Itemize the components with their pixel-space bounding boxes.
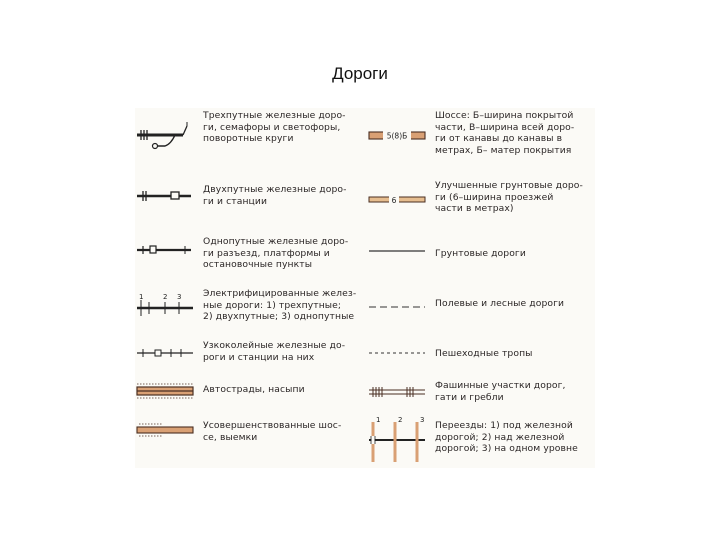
legend-text-field-forest-road: Полевые и лесные дороги [435,298,565,309]
page-title: Дороги [332,64,388,83]
legend-text-improved-highway: Усовершенствованные шос- се, выемки [203,420,342,443]
highway-symbol [367,126,427,144]
legend-text-triple-track: Трехпутные железные доро- ги, семафоры и светофоры, поворотные круги [203,110,346,144]
legend-text-narrow-gauge: Узкоколейные железные до- роги и станции на них [203,340,346,363]
footpath-symbol [367,348,427,358]
legend-text-fascine-road: Фашинные участки дорог, гати и гребли [435,380,566,403]
electrified-mark-1: 1 [139,293,144,301]
electrified-mark-3: 3 [177,293,182,301]
electrified-mark-2: 2 [163,293,168,301]
crossing-mark-1: 1 [376,416,381,424]
dirt-road-symbol [367,246,427,256]
legend-text-crossings: Переезды: 1) под железной дорогой; 2) над железной дорогой; 3) на одном уровне [435,420,578,454]
motorway-symbol [135,382,195,400]
legend-text-footpath: Пешеходные тропы [435,348,533,359]
fascine-road-symbol [367,384,427,400]
crossing-mark-3: 3 [420,416,425,424]
crossings-symbol [367,416,427,464]
legend-table [135,108,595,468]
narrow-gauge-railway-symbol [135,346,195,360]
legend-text-improved-dirt-road: Улучшенные грунтовые доро- ги (6–ширина проезжей части в метрах) [435,180,583,214]
legend-text-highway: Шоссе: Б–ширина покрытой части, В–ширина всей доро- ги от канавы до канавы в метрах, Б– матер покрытия [435,110,575,156]
triple-track-railway-symbol [135,120,195,160]
legend-text-double-track: Двухпутные железные доро- ги и станции [203,184,347,207]
electrified-railway-symbol [135,292,195,318]
legend-text-single-track: Однопутные железные доро- ги разъезд, платформы и остановочные пункты [203,236,349,270]
crossing-mark-2: 2 [398,416,403,424]
double-track-railway-symbol [135,188,195,204]
legend-text-dirt-road: Грунтовые дороги [435,248,526,259]
legend-text-electrified: Электрифицированные желез- ные дороги: 1) трехпутные; 2) двухпутные; 3) однопутные [203,288,357,322]
improved-dirt-road-symbol [367,192,427,208]
legend-text-motorway: Автострады, насыпи [203,384,305,395]
highway-label: 5(8)Б [386,131,408,141]
improved-highway-symbol [135,420,195,438]
field-forest-road-symbol [367,302,427,312]
improved-dirt-road-label: 6 [391,196,397,205]
single-track-railway-symbol [135,242,195,258]
